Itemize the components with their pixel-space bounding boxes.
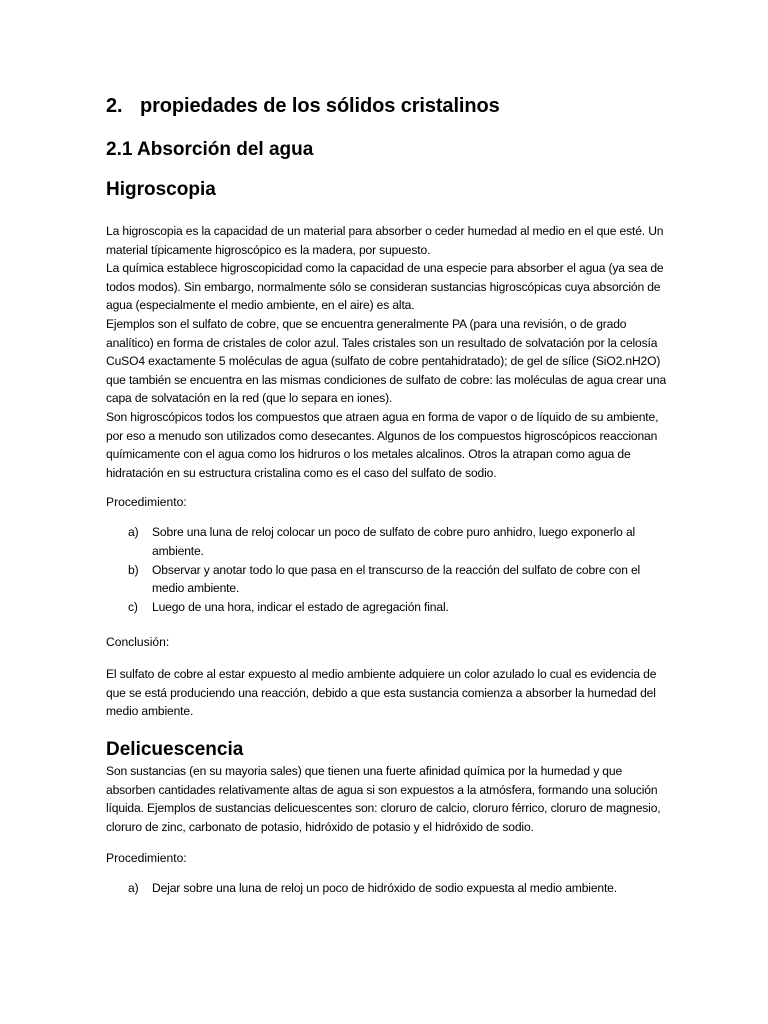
procedimiento-list-2 [106, 879, 666, 898]
procedimiento-label-2: Procedimiento: [106, 851, 187, 866]
list-item [106, 598, 666, 617]
list-item-text: Dejar sobre una luna de reloj un poco de hidróxido de sodio expuesta al medio ambiente. [152, 881, 617, 896]
higroscopia-paragraph-2: La química establece higroscopicidad como la capacidad de una especie para absorber el agua (ya sea de todos modos). Sin embargo, normalmente sólo se consideran sustancias higroscópicas cuya absorción de agua (especialmente el medio ambiente, en el aire) es alta. [106, 261, 664, 313]
procedimiento-list [106, 523, 666, 616]
conclusion-label: Conclusión: [106, 635, 170, 650]
list-item-text: Luego de una hora, indicar el estado de agregación final. [152, 599, 449, 614]
conclusion-paragraph: El sulfato de cobre al estar expuesto al medio ambiente adquiere un color azulado lo cual es evidencia de que se está produciendo una reacción, debido a que esta sustancia comienza a absorber la humedad del medio ambiente. [106, 667, 657, 719]
delicuescencia-paragraph: Son sustancias (en su mayoria sales) que tienen una fuerte afinidad química por la humedad y que absorben cantidades relativamente altas de agua si son expuestos a la atmósfera, formando una solución líquida. Ejemplos de sustancias delicuescentes son: cloruro de calcio, cloruro férrico, cloruro de magnesio, cloruro de zinc, carbonato de potasio, hidróxido de potasio y el hidróxido de sodio. [106, 764, 661, 834]
subsection-heading: 2.1 Absorción del agua [106, 139, 314, 160]
higroscopia-paragraph-3: Ejemplos son el sulfato de cobre, que se encuentra generalmente PA (para una revisión, o de grado analítico) en forma de cristales de color azul. Tales cristales son un resultado de solvatación por la celosía CuSO4 exactamente 5 moléculas de agua (sulfato de cobre pentahidratado); de gel de sílice (SiO2.nH2O) que también se encuentra en las mismas condiciones de sulfato de cobre: las moléculas de agua crear una capa de solvatación en la red (que lo separa en iones). [106, 316, 667, 406]
procedimiento-label: Procedimiento: [106, 495, 187, 510]
list-item [106, 879, 666, 898]
list-item-text: Observar y anotar todo lo que pasa en el transcurso de la reacción del sulfato de cobre con el medio ambiente. [152, 562, 641, 596]
higroscopia-paragraph-4: Son higroscópicos todos los compuestos que atraen agua en forma de vapor o de líquido de su ambiente, por eso a menudo son utilizados como desecantes. Algunos de los compuestos higroscópicos reaccionan químicamente con el agua como los hidruros o los metales alcalinos. Otros la atrapan como agua de hidratación en su estructura cristalina como es el caso del sulfato de sodio. [106, 409, 659, 480]
higroscopia-paragraph-1: La higroscopia es la capacidad de un material para absorber o ceder humedad al medio en el que esté. Un material típicamente higroscópico es la madera, por supuesto. [106, 224, 664, 257]
higroscopia-body [106, 222, 666, 482]
list-marker: c) [128, 599, 138, 614]
section-heading [106, 94, 666, 118]
section-title: propiedades de los sólidos cristalinos [140, 95, 500, 117]
delicuescencia-heading: Delicuescencia [106, 739, 244, 761]
list-item [106, 523, 666, 560]
higroscopia-heading: Higroscopia [106, 179, 216, 200]
section-number: 2. [106, 95, 123, 117]
list-item-text: Sobre una luna de reloj colocar un poco de sulfato de cobre puro anhidro, luego exponerlo al ambiente. [152, 525, 636, 558]
list-marker: a) [128, 881, 139, 896]
list-marker: b) [128, 562, 139, 577]
list-marker: a) [128, 525, 139, 540]
document-content [106, 94, 666, 898]
list-item [106, 561, 666, 598]
